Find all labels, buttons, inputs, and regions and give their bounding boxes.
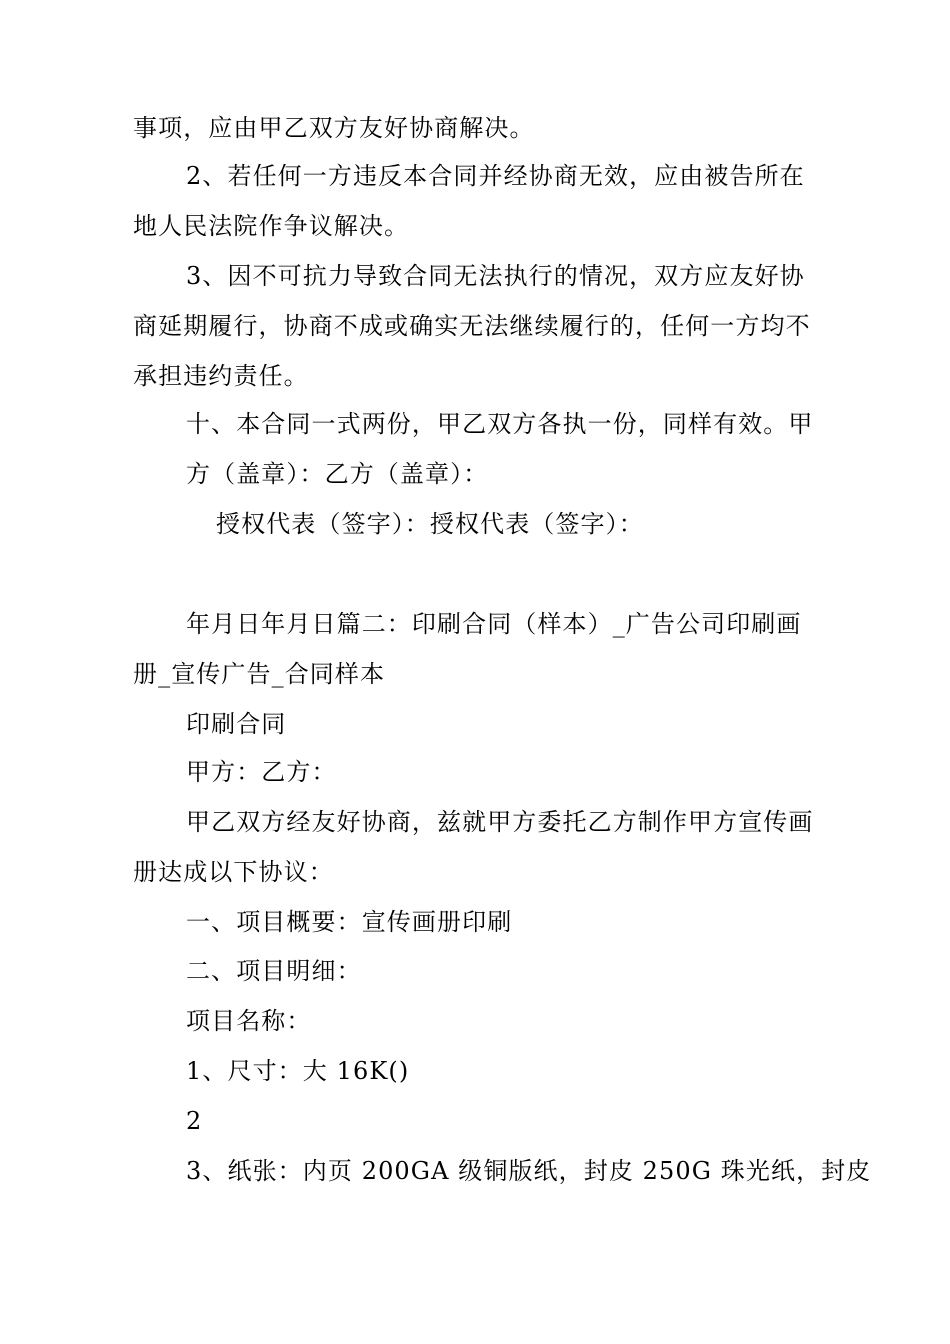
text-line: 册_宣传广告_合同样本 xyxy=(133,660,386,688)
text-line: 商延期履行，协商不成或确实无法继续履行的，任何一方均不 xyxy=(133,312,811,340)
text-line: 2 xyxy=(186,1107,203,1135)
text-line: 3、纸张：内页 200GA 级铜版纸，封皮 250G 珠光纸，封皮 xyxy=(186,1157,872,1185)
text-line: 承担违约责任。 xyxy=(133,362,309,390)
text-line: 项目名称： xyxy=(186,1007,312,1035)
text-line: 一、项目概要：宣传画册印刷 xyxy=(186,908,513,936)
text-line: 甲方：乙方： xyxy=(186,758,337,786)
text-line: 方（盖章）：乙方（盖章）： xyxy=(186,460,489,488)
text-line: 授权代表（签字）：授权代表（签字）： xyxy=(216,510,644,538)
text-line: 地人民法院作争议解决。 xyxy=(133,212,410,240)
text-line: 年月日年月日篇二：印刷合同（样本）_广告公司印刷画 xyxy=(186,610,802,638)
text-line: 二、项目明细： xyxy=(186,957,362,985)
text-line: 册达成以下协议： xyxy=(133,858,334,886)
text-line: 甲乙双方经友好协商，兹就甲方委托乙方制作甲方宣传画 xyxy=(186,808,814,836)
text-line: 印刷合同 xyxy=(186,710,287,738)
text-line: 十、本合同一式两份，甲乙双方各执一份，同样有效。甲 xyxy=(186,410,814,438)
text-line: 事项，应由甲乙双方友好协商解决。 xyxy=(133,114,535,142)
text-line: 1、尺寸：大 16K() xyxy=(186,1057,410,1085)
text-line: 2、若任何一方违反本合同并经协商无效，应由被告所在 xyxy=(186,162,805,190)
text-line: 3、因不可抗力导致合同无法执行的情况，双方应友好协 xyxy=(186,262,805,290)
